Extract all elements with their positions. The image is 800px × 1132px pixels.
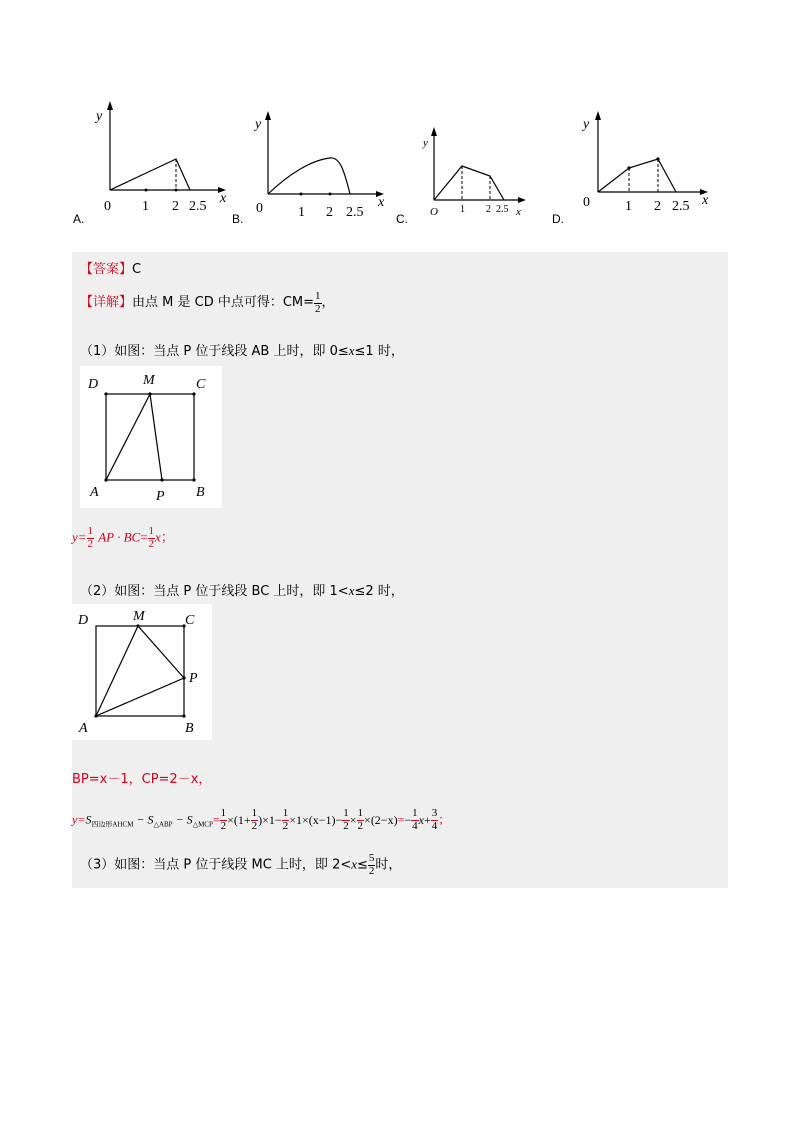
point-a: A — [79, 721, 88, 736]
case1-figure — [80, 366, 222, 508]
tick-label: 1 — [142, 199, 149, 214]
point-p: P — [156, 489, 165, 504]
option-a-graph — [88, 98, 228, 218]
y-label: y — [583, 117, 590, 132]
tick-label: 2 — [326, 205, 333, 220]
option-c-letter: C. — [396, 212, 408, 226]
point-p: P — [189, 671, 198, 686]
tick-label: 2.5 — [672, 199, 690, 214]
tick-label: 2 — [486, 204, 491, 215]
graph-curve — [598, 159, 676, 192]
fraction: $\frac{5}{2}$ — [368, 852, 375, 877]
case3-heading: （3）如图：当点 P 位于线段 MC 上时，即 2<x≤ $\frac{5}{2}$ 时， — [80, 852, 402, 877]
case2-bp-cp: BP=x－1，CP=2－x， — [72, 772, 212, 787]
tick-label: 2 — [172, 199, 179, 214]
fraction: $\frac{1}{2}$ — [251, 807, 258, 832]
y-axis-arrow — [431, 127, 437, 136]
origin-label: 0 — [104, 199, 111, 214]
fraction: $\frac{1}{2}$ — [220, 807, 227, 832]
y-axis-arrow — [595, 111, 601, 120]
fraction: $\frac{1}{2}$ — [343, 807, 349, 832]
y-label: y — [96, 109, 103, 124]
fraction: $\frac{1}{2}$ — [357, 807, 364, 832]
fraction: $\frac{1}{4}$ — [412, 807, 418, 832]
option-c-graph — [420, 124, 530, 220]
fraction: $\frac{1}{2}$ — [282, 807, 289, 832]
graph-curve — [434, 166, 504, 200]
answer-line — [80, 258, 141, 277]
tick-label: 1 — [460, 204, 465, 215]
point-d: D — [88, 377, 99, 392]
origin-label: O — [430, 206, 438, 218]
graph-curve — [268, 158, 350, 194]
tick-label: 1 — [625, 199, 632, 214]
x-axis-arrow — [518, 197, 526, 203]
answer-label: 【答案】 — [80, 262, 133, 277]
tick-label: 2.5 — [346, 205, 364, 220]
origin-label: 0 — [583, 195, 590, 210]
y-axis-arrow — [265, 111, 271, 120]
detail-label: 【详解】 — [80, 295, 133, 310]
x-label: x — [220, 191, 227, 206]
option-d-letter: D. — [552, 212, 564, 226]
case2-figure — [72, 604, 212, 740]
detail-text: 由点 M 是 CD 中点可得：CM= — [132, 295, 315, 310]
case1-heading: （1）如图：当点 P 位于线段 AB 上时，即 0≤x≤1 时， — [80, 343, 404, 359]
option-a-letter: A. — [73, 212, 85, 226]
x-label: x — [378, 195, 385, 210]
y-label: y — [255, 117, 262, 132]
tick-label: 2.5 — [496, 204, 509, 215]
option-b-graph — [250, 108, 390, 220]
y-axis-arrow — [107, 101, 113, 110]
x-label: x — [516, 206, 521, 218]
fraction: $\frac{3}{4}$ — [431, 807, 438, 832]
answer-value: C — [132, 262, 142, 277]
option-b-letter: B. — [232, 212, 244, 226]
point-c: C — [185, 613, 195, 628]
tick-label: 1 — [298, 205, 305, 220]
x-label: x — [702, 193, 709, 208]
point-b: B — [196, 485, 205, 500]
point-a: A — [90, 485, 99, 500]
y-label: y — [423, 137, 428, 149]
fraction-half: $\frac{1}{2}$ — [315, 290, 321, 315]
case2-heading: （2）如图：当点 P 位于线段 BC 上时，即 1<x≤2 时， — [80, 583, 404, 599]
case2-formula: $y=S_{四边形AHCM} - S_{\triangle ABP} - S_{\triangle MCP}=$ $\frac{1}{2}$ ×(1+ $\frac{1}{2}$ )×1− $\frac{1}{2}$ ×1×(x−1)− $\frac{1}{2}$ × $\frac{1}{2}$ ×(2−x)=− $\frac{1}{4}$ x+ $\frac{3}{4}$ ； — [72, 807, 451, 832]
case1-formula: y= $\frac{1}{2}$ AP · BC= $\frac{1}{2}$ x； — [72, 525, 174, 550]
tick-label: 2.5 — [189, 199, 207, 214]
point-d: D — [78, 613, 89, 628]
origin-label: 0 — [256, 201, 263, 216]
point-m: M — [143, 373, 155, 388]
detail-line: 【详解】由点 M 是 CD 中点可得：CM= $\frac{1}{2}$ ， — [80, 290, 335, 315]
graph-curve — [110, 159, 190, 190]
option-d-graph — [578, 106, 718, 218]
fraction: $\frac{1}{2}$ — [87, 525, 94, 550]
tick-label: 2 — [654, 199, 661, 214]
fraction: $\frac{1}{2}$ — [148, 525, 155, 550]
point-b: B — [185, 721, 194, 736]
point-m: M — [133, 609, 145, 624]
point-c: C — [196, 377, 206, 392]
